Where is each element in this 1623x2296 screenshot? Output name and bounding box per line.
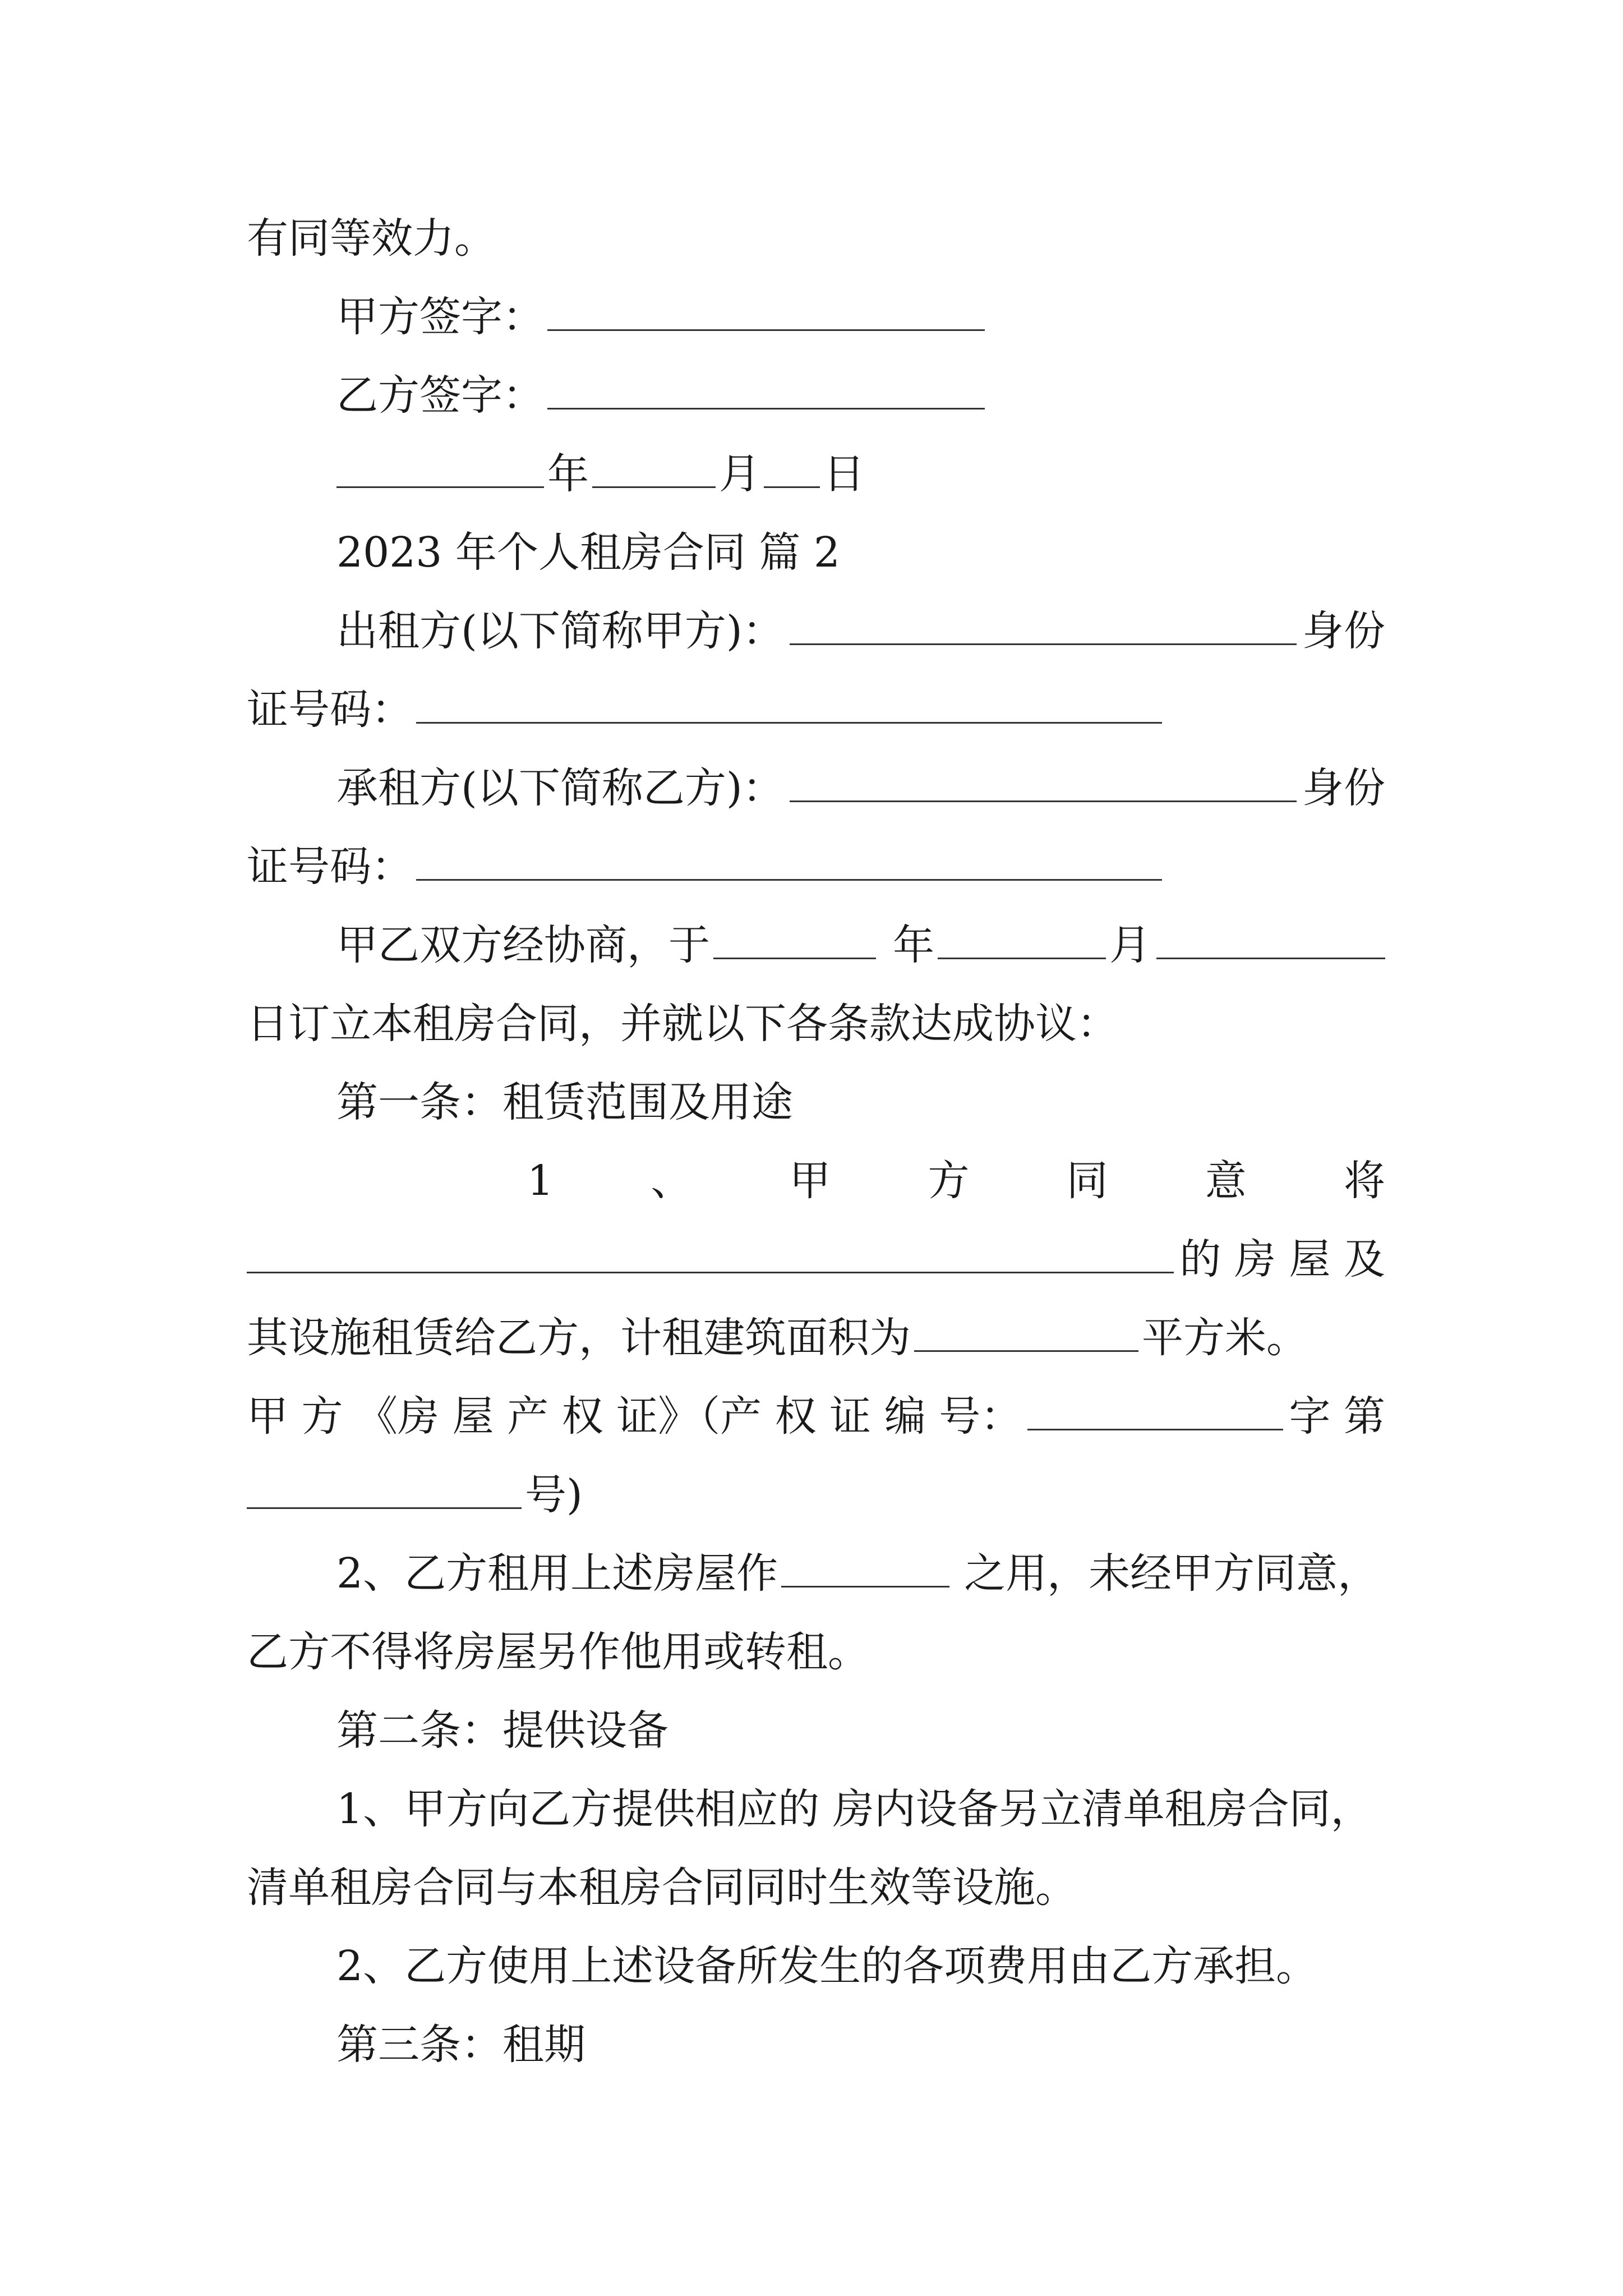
line-text: 1、甲方向乙方提供相应的 房内设备另立清单租房合同， [336,1785,1372,1833]
justified-char: 甲 [789,1157,831,1205]
line-text: 2、乙方使用上述设备所发生的各项费用由乙方承担。 [336,1942,1318,1990]
month-blank [592,447,716,488]
area-blank [914,1311,1138,1352]
id-number-blank [416,840,1162,881]
text-line [247,208,1385,269]
signature-label: 甲方签字： [336,293,544,341]
signature-blank [547,290,985,331]
justified-char: 意 [1205,1157,1247,1205]
day-label: 日 [823,450,865,498]
month-label: 月 [1109,921,1151,969]
id-label: 身份 [1302,764,1385,812]
line-text: 甲 方 《房 屋 产 权 证》（产 权 证 编 号： [247,1392,1022,1441]
line-text: 之用，未经甲方同意， [964,1549,1380,1598]
lessor-id-line [247,679,1385,740]
text-line [247,993,1385,1055]
justified-char: 1 [527,1157,554,1205]
id-number-blank [416,683,1162,724]
text-line [336,1778,1385,1840]
usage-line [336,1543,1385,1604]
month-label: 月 [719,450,760,498]
property-certificate-line [247,1386,1385,1447]
lessor-line [336,600,1385,662]
id-number-label: 证号码： [247,843,413,891]
justified-char: 方 [928,1157,970,1205]
article-title: 第二条：提供设备 [336,1706,668,1755]
lessor-blank [790,604,1297,645]
signature-line-party-a [336,286,1385,348]
line-text: 的 房 屋 及 [1179,1235,1385,1283]
year-label: 年 [893,921,934,969]
justified-line [527,1150,1385,1212]
article-title: 第一条：租赁范围及用途 [336,1078,793,1126]
article-heading [336,1700,1385,1761]
day-blank [764,447,820,488]
justified-char: 将 [1343,1157,1385,1205]
year-blank [713,918,876,959]
line-text: 字 第 [1289,1392,1385,1441]
certificate-blank [1027,1389,1283,1430]
lessor-label: 出租方(以下简称甲方)： [336,607,784,655]
signature-line-party-b [336,365,1385,426]
justified-char: 、 [651,1157,693,1205]
premises-blank [247,1232,1174,1273]
agreement-text: 甲乙双方经协商，于 [336,921,710,969]
usage-blank [781,1547,949,1588]
justified-char: 同 [1066,1157,1108,1205]
id-number-label: 证号码： [247,685,413,734]
text-line [336,1935,1385,1997]
article-heading [336,2014,1385,2076]
section-heading [336,522,1385,583]
lessee-line [336,757,1385,819]
area-line [247,1307,1385,1369]
year-blank [336,447,544,488]
line-text: 日订立本租房合同，并就以下各条款达成协议： [247,1000,1118,1048]
signature-label: 乙方签字： [336,371,544,420]
text-line [247,1857,1385,1918]
date-line [336,443,1385,505]
line-text: 乙方不得将房屋另作他用或转租。 [247,1628,869,1676]
contract-title: 2023 年个人租房合同 篇 2 [336,528,840,577]
line-text: 清单租房合同与本租房合同同时生效等设施。 [247,1864,1077,1912]
signature-blank [547,369,985,409]
lessee-label: 承租方(以下简称乙方)： [336,764,784,812]
premises-line [247,1228,1385,1290]
article-heading [336,1071,1385,1133]
line-text: 号) [525,1471,583,1519]
lessee-blank [790,761,1297,802]
id-label: 身份 [1302,607,1385,655]
line-text: 2、乙方租用上述房屋作 [336,1549,778,1598]
text-line [247,1621,1385,1683]
month-blank [938,918,1106,959]
certificate-number-blank [247,1468,522,1509]
line-text: 有同等效力。 [247,214,496,263]
year-label: 年 [547,450,589,498]
line-text: 其设施租赁给乙方，计租建筑面积为 [247,1314,911,1362]
agreement-date-line [336,914,1385,976]
article-title: 第三条：租期 [336,2021,585,2069]
lessee-id-line [247,836,1385,898]
certificate-number-line [247,1464,1385,1526]
line-text: 平方米。 [1142,1314,1308,1362]
day-blank [1156,918,1385,959]
